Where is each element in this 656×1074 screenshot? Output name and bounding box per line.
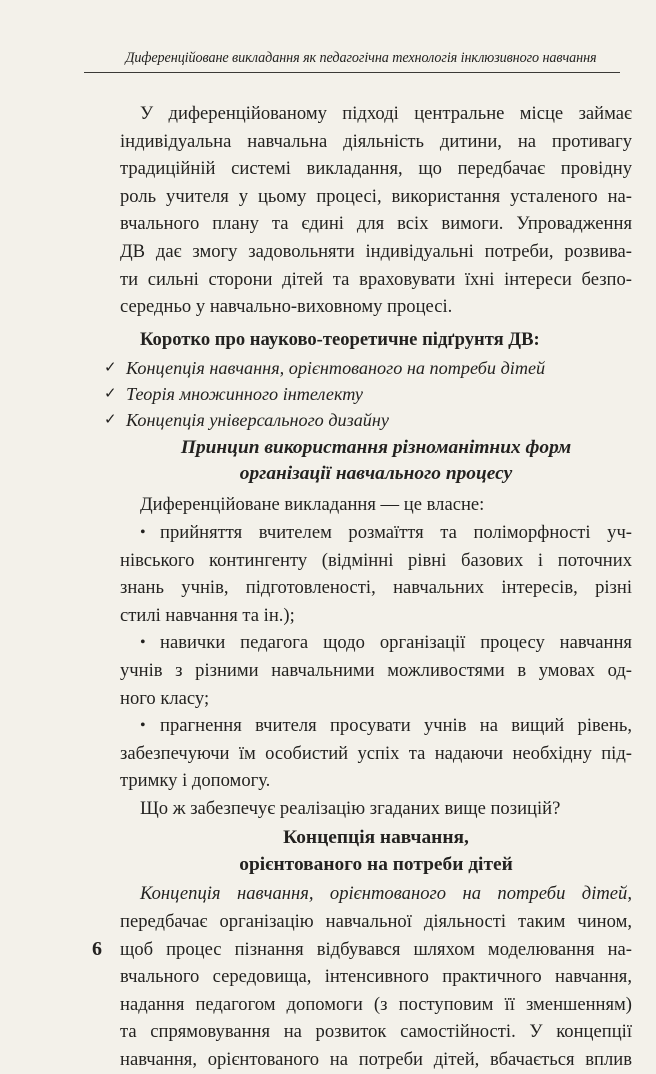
text-line: індивідуальна навчальна діяльність дитини, на противагу — [120, 130, 632, 152]
text-line: щоб процес пізнання відбувався шляхом моделювання на- — [120, 938, 632, 960]
dv-bullet-list — [120, 519, 632, 795]
principle-heading: Принцип використання різноманітних форм організації навчального процесу — [180, 437, 572, 485]
text-line: надання педагогом допомоги (з поступовим її зменшенням) — [120, 993, 632, 1015]
text-line: навчання, орієнтованого на потреби дітей, вбачається вплив — [120, 1049, 632, 1071]
list-item: • прийняття вчителем розмаїття та поліморфності уч- нівського контингенту (відмінні рівні базових і поточних знань учнів, підготовленості, навчальних інтересів, різні стилі навчання та ін.); — [120, 519, 632, 629]
bullet-icon: • — [140, 523, 146, 541]
text-line: У диференційованому підході центральне місце займає — [140, 103, 632, 124]
header-rule — [84, 72, 620, 73]
basis-heading: Коротко про науково-теоретичне підґрунтя ДВ: — [140, 328, 540, 350]
bullet-icon: • — [140, 717, 146, 735]
body-text — [104, 100, 632, 1074]
intro-paragraph — [120, 100, 632, 321]
concept-heading: Концепція навчання, орієнтованого на потреби дітей — [239, 827, 513, 876]
text-line: середньо у навчально-виховному процесі. — [120, 296, 453, 318]
running-head: Диференційоване викладання як педагогічна технологія інклюзивного навчання — [125, 50, 597, 66]
list-item: • прагнення вчителя просувати учнів на вищий рівень, забезпечуючи їм особистий успіх та надаючи необхідну під- тримку і допомогу. — [120, 712, 632, 795]
text-line: Концепція навчання, орієнтованого на потреби дітей, — [140, 883, 632, 905]
text-line: та спрямовування на розвиток самостійності. У концепції — [120, 1021, 632, 1043]
text-line: передбачає організацію навчальної діяльності таким чином, — [120, 911, 632, 933]
text-line: роль учителя у цьому процесі, використання усталеного на- — [120, 185, 632, 207]
text-line: ДВ дає змогу задовольняти індивідуальні потреби, розвива- — [120, 240, 632, 262]
bullet-icon: • — [140, 634, 146, 652]
list-item: ✓ Теорія множинного інтелекту — [120, 381, 632, 407]
text-line: вчального плану та єдині для всіх вимоги. Упровадження — [120, 213, 632, 235]
list-item: ✓ Концепція універсального дизайну — [120, 407, 632, 433]
concept-paragraph — [120, 880, 632, 1073]
checkmark-icon: ✓ — [104, 386, 117, 403]
dv-intro: Диференційоване викладання — це власне: — [140, 494, 485, 516]
text-line: ти сильні сторони дітей та враховувати їхні інтереси безпо- — [120, 268, 632, 290]
list-item: • навички педагога щодо організації процесу навчання учнів з різними навчальними можливостями в умовах од- ного класу; — [120, 629, 632, 712]
checkmark-icon: ✓ — [104, 412, 117, 429]
checkmark-icon: ✓ — [104, 360, 117, 377]
page-number: 6 — [92, 938, 102, 960]
question: Що ж забезпечує реалізацію згаданих вище позицій? — [140, 797, 561, 819]
basis-list — [104, 355, 632, 433]
text-line: вчального середовища, інтенсивного практичного навчання, — [120, 966, 632, 988]
list-item: ✓ Концепція навчання, орієнтованого на потреби дітей — [120, 355, 632, 381]
text-line: традиційній системі викладання, що передбачає провідну — [120, 158, 632, 180]
